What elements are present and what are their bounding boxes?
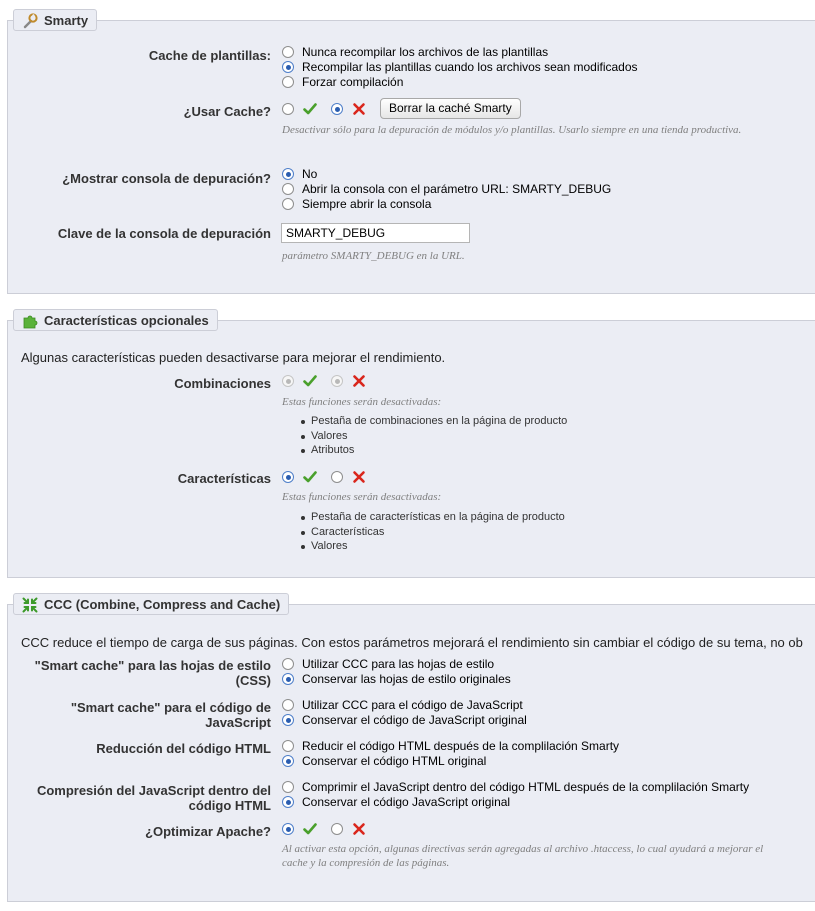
cross-icon: [352, 470, 366, 484]
cross-icon: [352, 822, 366, 836]
compress-arrows-icon: [22, 597, 38, 613]
ccc-title: CCC (Combine, Compress and Cache): [44, 597, 281, 612]
cache-option-never: Nunca recompilar los archivos de las plantillas: [302, 45, 549, 59]
list-item: Valores: [299, 539, 565, 554]
combinations-radio-yes[interactable]: [282, 375, 294, 387]
js-option-keep: Conservar el código de JavaScript original: [302, 713, 527, 727]
check-icon: [303, 822, 317, 836]
js-option-use: Utilizar CCC para el código de JavaScript: [302, 698, 523, 712]
debug-key-label: Clave de la consola de depuración: [57, 226, 271, 241]
apache-radio-no[interactable]: [331, 823, 343, 835]
cache-option-modified: Recompilar las plantillas cuando los archivos sean modificados: [302, 60, 638, 74]
check-icon: [303, 102, 317, 116]
html-reduce-label: Reducción del código HTML: [96, 741, 271, 756]
puzzle-icon: [22, 313, 38, 329]
optional-title: Características opcionales: [44, 313, 209, 328]
apache-label: ¿Optimizar Apache?: [145, 824, 271, 839]
js-radio-use[interactable]: [282, 699, 294, 711]
ccc-legend: [13, 593, 289, 615]
list-item: Pestaña de características en la página de producto: [299, 510, 565, 525]
cross-icon: [352, 374, 366, 388]
html-radio-reduce[interactable]: [282, 740, 294, 752]
apache-radio-yes[interactable]: [282, 823, 294, 835]
wrench-icon: [22, 13, 38, 29]
cache-option-force: Forzar compilación: [302, 75, 404, 89]
js-radio-keep[interactable]: [282, 714, 294, 726]
debug-radio-url[interactable]: [282, 183, 294, 195]
js-cache-label: "Smart cache" para el código de JavaScript: [70, 700, 271, 730]
html-option-reduce: Reducir el código HTML después de la complilación Smarty: [302, 739, 620, 753]
ccc-intro: CCC reduce el tiempo de carga de sus páginas. Con estos parámetros mejorará el rendimiento sin cambiar el código de su tema, no ob: [21, 635, 803, 650]
optional-legend: [13, 309, 218, 331]
combinations-list: [299, 414, 567, 458]
debug-option-always: Siempre abrir la consola: [302, 197, 432, 211]
jsinline-radio-compress[interactable]: [282, 781, 294, 793]
cache-radio-force[interactable]: [282, 76, 294, 88]
cache-label: Cache de plantillas:: [148, 48, 271, 63]
jsinline-label: Compresión del JavaScript dentro del código HTML: [36, 783, 271, 813]
css-radio-keep[interactable]: [282, 673, 294, 685]
debug-radio-always[interactable]: [282, 198, 294, 210]
jsinline-option-keep: Conservar el código JavaScript original: [302, 795, 511, 809]
cache-radio-never[interactable]: [282, 46, 294, 58]
list-item: Pestaña de combinaciones en la página de producto: [299, 414, 567, 429]
combinations-radio-no[interactable]: [331, 375, 343, 387]
list-item: Características: [299, 525, 565, 540]
combinations-hint: Estas funciones serán desactivadas:: [282, 396, 442, 408]
jsinline-option-compress: Comprimir el JavaScript dentro del código HTML después de la complilación Smarty: [302, 780, 750, 794]
debug-option-url: Abrir la consola con el parámetro URL: SMARTY_DEBUG: [302, 182, 612, 196]
clear-smarty-cache-button[interactable]: Borrar la caché Smarty: [380, 98, 521, 119]
usecache-hint: Desactivar sólo para la depuración de módulos y/o plantillas. Usarlo siempre en una tienda productiva.: [282, 124, 742, 136]
smarty-legend: [13, 9, 97, 31]
html-option-keep: Conservar el código HTML original: [302, 754, 487, 768]
smarty-title: Smarty: [44, 13, 89, 28]
cross-icon: [352, 102, 366, 116]
debug-key-hint: parámetro SMARTY_DEBUG en la URL.: [282, 250, 465, 262]
features-hint: Estas funciones serán desactivadas:: [282, 491, 442, 503]
debug-radio-no[interactable]: [282, 168, 294, 180]
list-item: Atributos: [299, 443, 567, 458]
features-list: [299, 510, 565, 554]
apache-hint: Al activar esta opción, algunas directivas serán agregadas al archivo .htaccess, lo cual ayudará a mejorar el cache y la compresión de las páginas.: [282, 843, 764, 869]
usecache-radio-no[interactable]: [331, 103, 343, 115]
usecache-label: ¿Usar Cache?: [183, 104, 271, 119]
css-radio-use[interactable]: [282, 658, 294, 670]
debug-option-no: No: [302, 167, 318, 181]
debug-key-input[interactable]: SMARTY_DEBUG: [281, 223, 470, 243]
css-option-use: Utilizar CCC para las hojas de estilo: [302, 657, 495, 671]
css-cache-label: "Smart cache" para las hojas de estilo (CSS): [34, 658, 271, 688]
list-item: Valores: [299, 429, 567, 444]
combinations-label: Combinaciones: [174, 376, 271, 391]
check-icon: [303, 470, 317, 484]
html-radio-keep[interactable]: [282, 755, 294, 767]
features-label: Características: [177, 471, 271, 486]
features-radio-no[interactable]: [331, 471, 343, 483]
cache-radio-modified[interactable]: [282, 61, 294, 73]
check-icon: [303, 374, 317, 388]
features-radio-yes[interactable]: [282, 471, 294, 483]
optional-intro: Algunas características pueden desactivarse para mejorar el rendimiento.: [21, 350, 446, 365]
css-option-keep: Conservar las hojas de estilo originales: [302, 672, 511, 686]
usecache-radio-yes[interactable]: [282, 103, 294, 115]
debug-console-label: ¿Mostrar consola de depuración?: [62, 171, 271, 186]
jsinline-radio-keep[interactable]: [282, 796, 294, 808]
